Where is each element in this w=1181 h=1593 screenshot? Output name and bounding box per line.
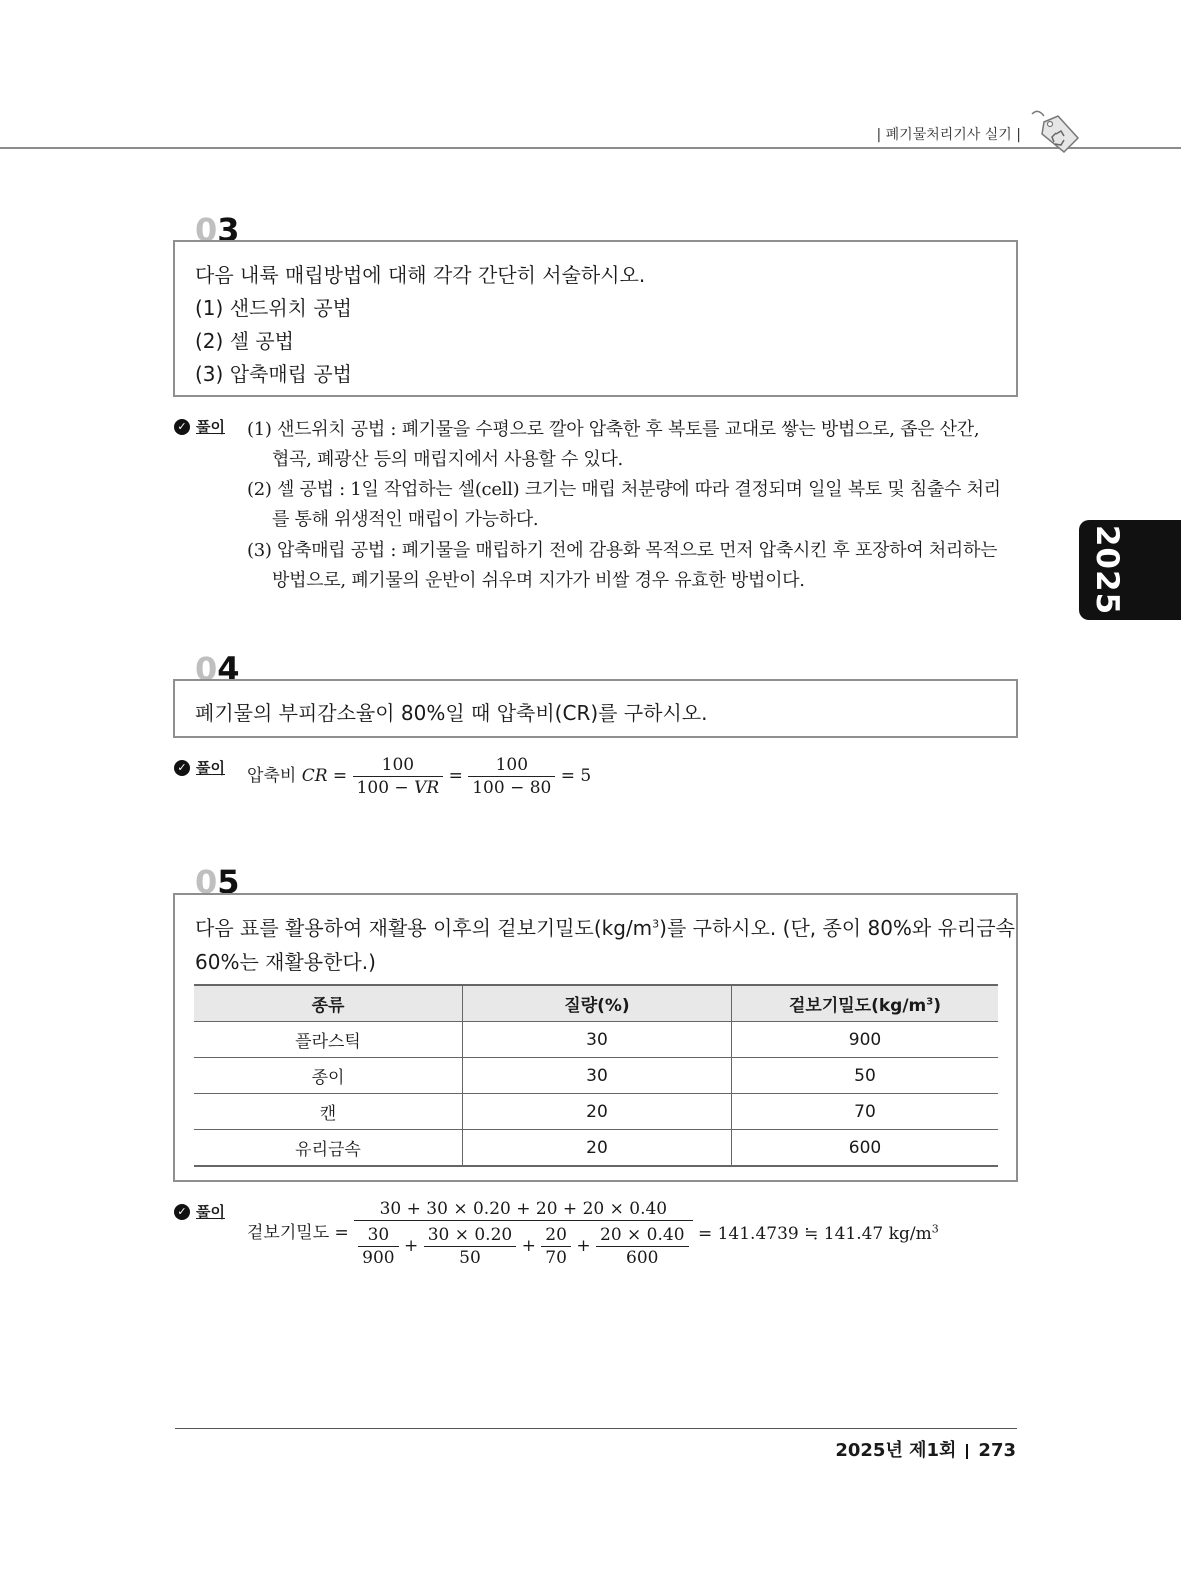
cell-mass: 30 [463,1022,732,1058]
cell-density: 900 [732,1022,999,1058]
solution-badge: ✓ 풀이 [174,757,225,778]
check-icon: ✓ [174,760,190,776]
question-box-04 [173,679,1018,738]
question-number-04: 04 [195,650,240,688]
cell-density: 600 [732,1130,999,1167]
column-header-density: 겉보기밀도$(kg/m^3)$ [732,985,999,1022]
solution-line: (2) 셀 공법 : 1일 작업하는 셀(cell) 크기는 매립 처분량에 따라 결정되며 일일 복토 및 침출수 처리 [247,479,1001,500]
solution-line: 를 통해 위생적인 매립이 가능하다. [272,509,539,530]
term-fraction: $\frac{30 \times 0.20}{50}$ [424,1225,517,1268]
table-header-row [194,985,998,1022]
check-icon: ✓ [174,1204,190,1220]
question-number-03: 03 [195,211,240,249]
term-fraction: $\frac{20}{70}$ [541,1225,571,1268]
table-row [194,1058,998,1094]
side-tab-year: 2025 [1089,524,1125,616]
column-header-type: 종류 [194,985,463,1022]
table-row [194,1022,998,1058]
cell-mass: 20 [463,1130,732,1167]
recycle-tag-icon [1028,108,1084,156]
question-text: 60%는 재활용한다.) [195,950,376,974]
fraction: $\frac{100}{100 - VR}$ [353,755,444,798]
question-box-05 [173,893,1018,1182]
year-side-tab [1079,520,1181,620]
solution-line: 방법으로, 폐기물의 운반이 쉬우며 지가가 비쌀 경우 유효한 방법이다. [272,570,805,591]
question-text: 폐기물의 부피감소율이 80%일 때 압축비(CR)를 구하시오. [195,701,708,725]
question-text: 다음 내륙 매립방법에 대해 각각 간단히 서술하시오. [195,263,646,287]
cell-density: 70 [732,1094,999,1130]
footer-rule [175,1428,1017,1429]
cell-density: 50 [732,1058,999,1094]
question-item: (1) 샌드위치 공법 [195,296,352,320]
cell-type: 종이 [194,1058,463,1094]
question-item: (2) 셀 공법 [195,329,295,353]
question-text: 다음 표를 활용하여 재활용 이후의 겉보기밀도$(kg/m^3)$를 구하시오. (단, 종이 80%와 유리금속 [195,916,1015,940]
bulk-density-formula: 겉보기밀도 = 30 + 30 × 0.20 + 20 + 20 × 0.40 $\frac{30}{900}$ + $\frac{30 \times 0.20}{50}$ + $\frac{20}{70}$ + $\frac{20 \times 0.40}{600}$ = 141.4739 ≒ 141.47 $kg/m^3$ [247,1199,939,1268]
running-header: | 폐기물처리기사 실기 | [876,127,1021,143]
cell-type: 유리금속 [194,1130,463,1167]
table-row [194,1130,998,1167]
table-row [194,1094,998,1130]
page-footer [835,1436,1016,1462]
solution-badge: ✓ 풀이 [174,1201,225,1222]
solution-badge: ✓ 풀이 [174,416,225,437]
check-icon: ✓ [174,419,190,435]
fraction: $\frac{100}{100 - 80}$ [468,755,555,798]
cell-mass: 30 [463,1058,732,1094]
compression-ratio-formula: 압축비 CR = $\frac{100}{100 - VR}$ = $\frac{100}{100 - 80}$ = 5 [247,755,592,798]
cell-mass: 20 [463,1094,732,1130]
book-title: 폐기물처리기사 실기 [885,127,1012,143]
cell-type: 캔 [194,1094,463,1130]
density-table [194,984,998,1167]
footer-separator [966,1444,968,1459]
question-item: (3) 압축매립 공법 [195,362,352,386]
main-fraction: 30 + 30 × 0.20 + 20 + 20 × 0.40 $\frac{30}{900}$ + $\frac{30 \times 0.20}{50}$ + $\frac{20}{70}$ + $\frac{20 \times 0.40}{600}$ [354,1199,692,1268]
question-box-03 [173,240,1018,397]
term-fraction: $\frac{30}{900}$ [358,1225,398,1268]
solution-line: (1) 샌드위치 공법 : 폐기물을 수평으로 깔아 압축한 후 복토를 교대로 쌓는 방법으로, 좁은 산간, [247,419,980,440]
header-rule [0,147,1181,149]
solution-line: (3) 압축매립 공법 : 폐기물을 매립하기 전에 감용화 목적으로 먼저 압축시킨 후 포장하여 처리하는 [247,540,998,561]
cell-type: 플라스틱 [194,1022,463,1058]
question-number-05: 05 [195,863,240,901]
column-header-mass: 질량(%) [463,985,732,1022]
solution-line: 협곡, 폐광산 등의 매립지에서 사용할 수 있다. [272,449,623,470]
term-fraction: $\frac{20 \times 0.40}{600}$ [596,1225,689,1268]
exam-session: 2025년 제1회 [835,1440,957,1461]
page-number: 273 [978,1440,1016,1461]
